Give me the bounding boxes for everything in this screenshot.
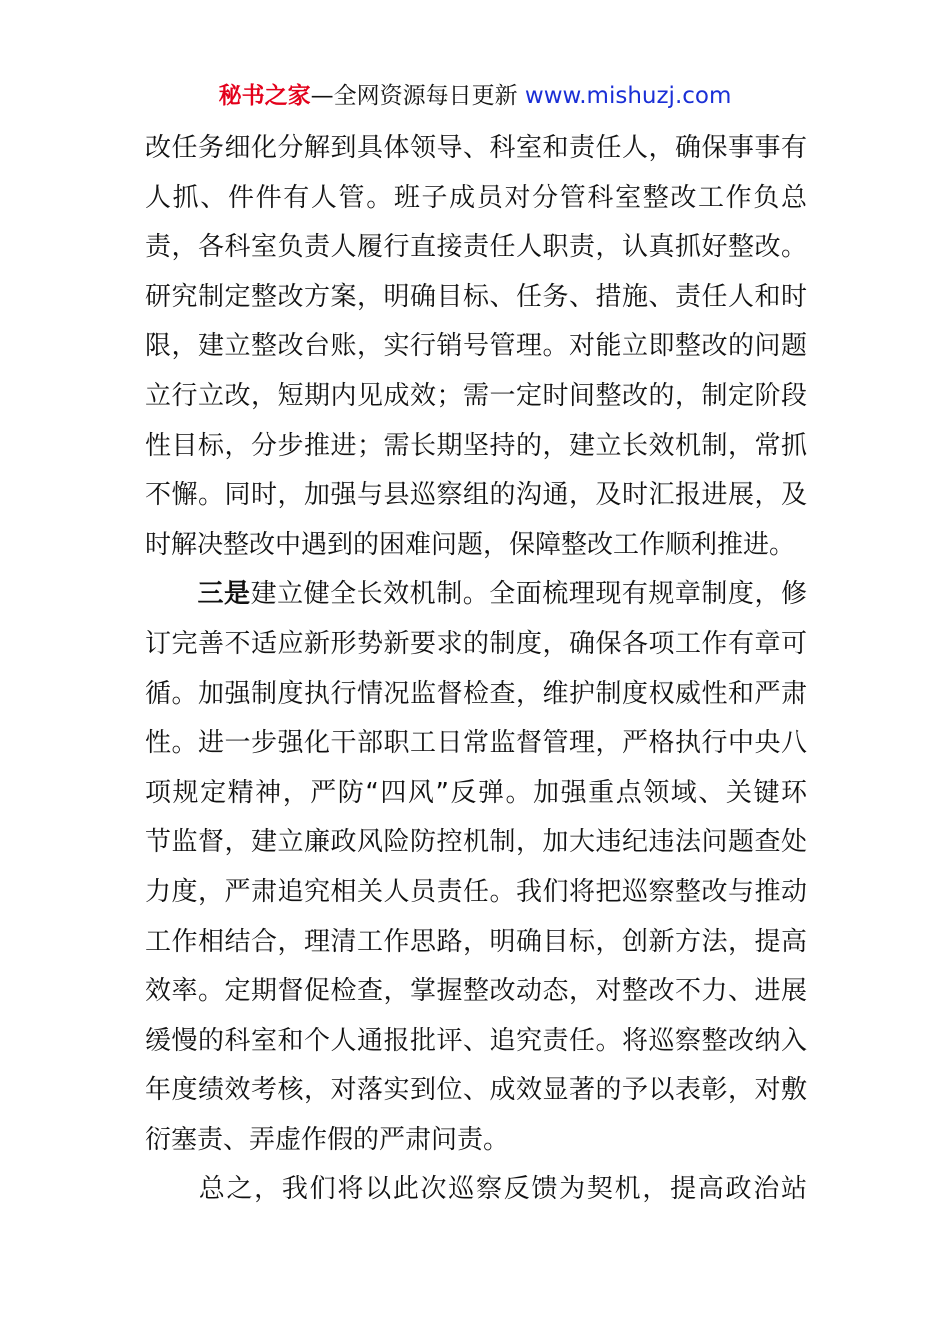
text-line: 工作相结合，理清工作思路，明确目标，创新方法，提高 bbox=[145, 926, 807, 957]
text-line: 性。进一步强化干部职工日常监督管理，严格执行中央八 bbox=[145, 728, 807, 759]
document-body bbox=[145, 124, 807, 1215]
paragraph-lead-rest: 建立健全长效机制。全面梳理现有规章制度，修 bbox=[250, 579, 807, 610]
text-line: 立行立改，短期内见成效；需一定时间整改的，制定阶段 bbox=[145, 380, 807, 411]
text-line: 效率。定期督促检查，掌握整改动态，对整改不力、进展 bbox=[145, 976, 807, 1007]
site-url-link[interactable]: www.mishuzj.com bbox=[524, 83, 732, 109]
text-line: 责，各科室负责人履行直接责任人职责，认真抓好整改。 bbox=[145, 232, 807, 263]
text-line: 研究制定整改方案，明确目标、任务、措施、责任人和时 bbox=[145, 281, 807, 312]
paragraph-3 bbox=[145, 1165, 807, 1215]
text-line: 订完善不适应新形势新要求的制度，确保各项工作有章可 bbox=[145, 628, 807, 659]
text-line: 力度，严肃追究相关人员责任。我们将把巡察整改与推动 bbox=[145, 876, 807, 907]
text-line: 衍塞责、弄虚作假的严肃问责。 bbox=[145, 1124, 510, 1155]
text-line-first bbox=[145, 570, 807, 620]
text-line: 节监督，建立廉政风险防控机制，加大违纪违法问题查处 bbox=[145, 827, 807, 858]
paragraph-2 bbox=[145, 570, 807, 1165]
text-line: 人抓、件件有人管。班子成员对分管科室整改工作负总 bbox=[145, 182, 807, 213]
text-line: 时解决整改中遇到的困难问题，保障整改工作顺利推进。 bbox=[145, 529, 796, 560]
text-line: 改任务细化分解到具体领导、科室和责任人，确保事事有 bbox=[145, 133, 807, 163]
site-header bbox=[0, 78, 950, 114]
text-line: 循。加强制度执行情况监督检查，维护制度权威性和严肃 bbox=[145, 678, 807, 709]
text-line: 缓慢的科室和个人通报批评、追究责任。将巡察整改纳入 bbox=[145, 1025, 807, 1056]
paragraph-lead-bold: 三是 bbox=[197, 579, 251, 610]
text-line: 年度绩效考核，对落实到位、成效显著的予以表彰，对敷 bbox=[145, 1075, 807, 1106]
site-tagline: —全网资源每日更新 bbox=[310, 83, 518, 109]
paragraph-first-line: 总之，我们将以此次巡察反馈为契机，提高政治站 bbox=[197, 1174, 807, 1205]
text-line: 性目标，分步推进；需长期坚持的，建立长效机制，常抓 bbox=[145, 430, 807, 461]
text-line: 项规定精神，严防“四风”反弹。加强重点领域、关键环 bbox=[145, 777, 807, 808]
text-line: 不懈。同时，加强与县巡察组的沟通，及时汇报进展，及 bbox=[145, 480, 807, 511]
text-line: 限，建立整改台账，实行销号管理。对能立即整改的问题 bbox=[145, 331, 807, 362]
site-brand: 秘书之家 bbox=[218, 83, 311, 109]
text-line-first bbox=[145, 1165, 807, 1215]
paragraph-1 bbox=[145, 124, 807, 570]
